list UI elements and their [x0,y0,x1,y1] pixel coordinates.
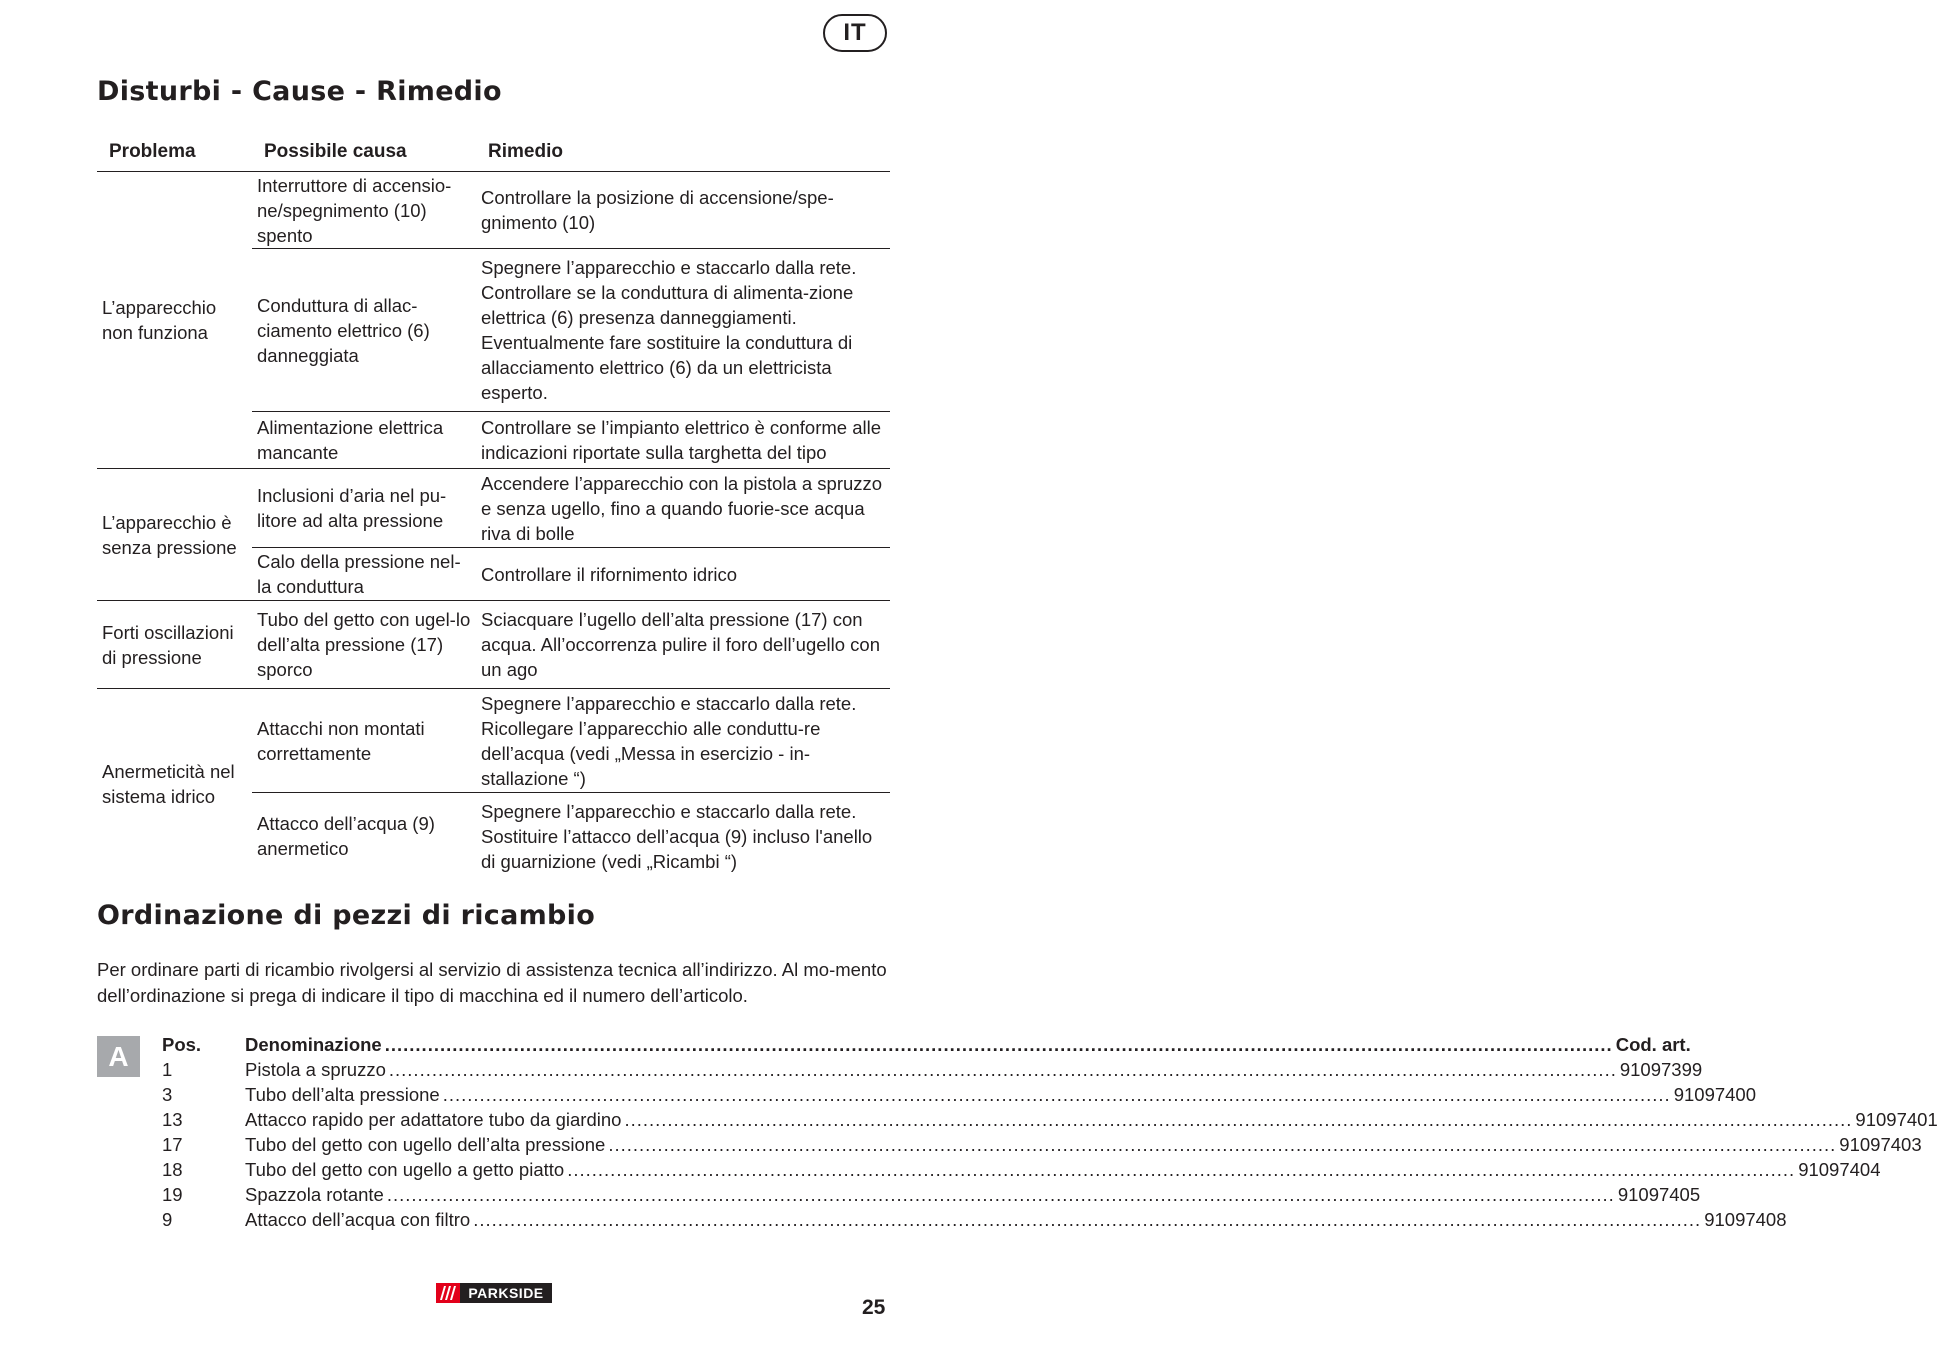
cause-cell: Calo della pressione nel-la conduttura [257,551,461,597]
part-pos: 9 [162,1209,173,1230]
list-item [162,1082,1757,1107]
leader-dots: ........................................................................................................................................................................................................ [608,1134,1837,1155]
table-row [97,689,890,793]
list-item [162,1132,1922,1157]
part-pos: 18 [162,1159,183,1180]
table-header-row [97,127,890,172]
remedy-cell: Spegnere l’apparecchio e staccarlo dalla rete. Controllare se la conduttura di alimenta-zione elettrica (6) presenza danneggiamenti. Eventualmente fare sostituire la conduttura di allacciamento elettrico (6) da un elettricista esperto. [476,249,890,412]
section-marker-a: A [97,1036,140,1077]
header-cause: Possibile causa [252,127,476,172]
header-pos: Pos. [162,1034,202,1055]
list-item [162,1207,1787,1232]
part-code: 91097408 [1704,1209,1787,1230]
leader-dots: ........................................................................................................................................................................................................ [567,1159,1796,1180]
troubleshooting-table [97,127,890,880]
part-code: 91097399 [1619,1059,1703,1080]
header-remedy: Rimedio [476,127,890,172]
table-row [97,601,890,689]
list-item [162,1157,1881,1182]
leader-dots: ........................................................................................................................................................................................................ [624,1109,1853,1130]
cause-cell: Tubo del getto con ugel-lo dell’alta pressione (17) sporco [252,601,476,689]
header-code: Cod. art. [1615,1034,1691,1055]
remedy-cell: Sciacquare l’ugello dell’alta pressione (17) con acqua. All’occorrenza pulire il foro dell’ugello con un ago [476,601,890,689]
header-problem: Problema [97,127,252,172]
problem-cell: L’apparecchio non funziona [102,297,217,343]
cause-cell: Attacchi non montati correttamente [252,689,476,793]
remedy-cell: Accendere l’apparecchio con la pistola a spruzzo e senza ugello, fino a quando fuorie-sce acqua riva di bolle [476,469,890,548]
cause-cell: Interruttore di accensio-ne/spegnimento (10) spento [252,172,476,249]
spare-parts-intro: Per ordinare parti di ricambio rivolgersi al servizio di assistenza tecnica all’indirizzo. Al mo-mento dell’ordinazione si prega di indicare il tipo di macchina ed il numero dell’articolo. [97,959,887,1006]
brand-name: PARKSIDE [460,1283,552,1303]
part-pos: 1 [162,1059,173,1080]
part-name: Pistola a spruzzo [245,1059,386,1080]
list-item [162,1182,1701,1207]
part-name: Tubo del getto con ugello a getto piatto [245,1159,565,1180]
language-badge: IT [823,14,887,52]
remedy-cell: Controllare il rifornimento idrico [481,563,738,585]
spare-parts-list [162,1032,1938,1232]
cause-cell: Inclusioni d’aria nel pu-litore ad alta pressione [252,469,476,548]
part-code: 91097401 [1855,1109,1938,1130]
remedy-cell: Controllare se l’impianto elettrico è conforme alle indicazioni riportate sulla targhetta del tipo [481,417,881,463]
part-name: Attacco dell’acqua con filtro [245,1209,471,1230]
troubleshooting-title: Disturbi - Cause - Rimedio [97,76,502,107]
cause-cell: Conduttura di allac-ciamento elettrico (6) danneggiata [252,249,476,412]
page-number: 25 [862,1296,886,1319]
part-name: Tubo del getto con ugello dell’alta pressione [245,1134,606,1155]
part-name: Spazzola rotante [245,1184,384,1205]
parts-header-row [162,1032,1691,1057]
part-pos: 3 [162,1084,173,1105]
table-row [97,172,890,249]
problem-cell: L’apparecchio è senza pressione [97,469,252,601]
logo-stripes-icon [436,1283,460,1303]
header-name: Denominazione [245,1034,382,1055]
problem-cell: Anermeticità nel sistema idrico [97,689,252,880]
part-pos: 13 [162,1109,183,1130]
leader-dots: ........................................................................................................................................................................................................ [388,1059,1617,1080]
spare-parts-title: Ordinazione di pezzi di ricambio [97,900,596,931]
leader-dots: ........................................................................................................................................................................................................ [386,1184,1615,1205]
problem-cell: Forti oscillazioni di pressione [97,601,252,689]
leader-dots: ........................................................................................................................................................................................................ [442,1084,1671,1105]
table-row [97,469,890,548]
list-item [162,1107,1938,1132]
part-name: Attacco rapido per adattatore tubo da giardino [245,1109,622,1130]
cause-cell: Alimentazione elettrica mancante [257,417,444,463]
part-code: 91097405 [1617,1184,1701,1205]
part-name: Tubo dell’alta pressione [245,1084,440,1105]
remedy-cell: Spegnere l’apparecchio e staccarlo dalla rete. Ricollegare l’apparecchio alle conduttu-re dell’acqua (vedi „Messa in esercizio - in-stallazione “) [476,689,890,793]
part-pos: 19 [162,1184,183,1205]
part-code: 91097403 [1839,1134,1922,1155]
part-pos: 17 [162,1134,183,1155]
remedy-cell: Controllare la posizione di accensione/spe-gnimento (10) [476,172,890,249]
part-code: 91097400 [1673,1084,1757,1105]
part-code: 91097404 [1798,1159,1881,1180]
remedy-cell: Spegnere l’apparecchio e staccarlo dalla rete. Sostituire l’attacco dell’acqua (9) incluso l'anello di guarnizione (vedi „Ricambi “) [481,800,873,872]
leader-dots: ........................................................................................................................................................................................................ [473,1209,1702,1230]
leader-dots: ........................................................................................................................................................................................................ [384,1034,1613,1055]
parkside-logo [436,1283,552,1303]
cause-cell: Attacco dell’acqua (9) anermetico [257,813,435,860]
list-item [162,1057,1703,1082]
